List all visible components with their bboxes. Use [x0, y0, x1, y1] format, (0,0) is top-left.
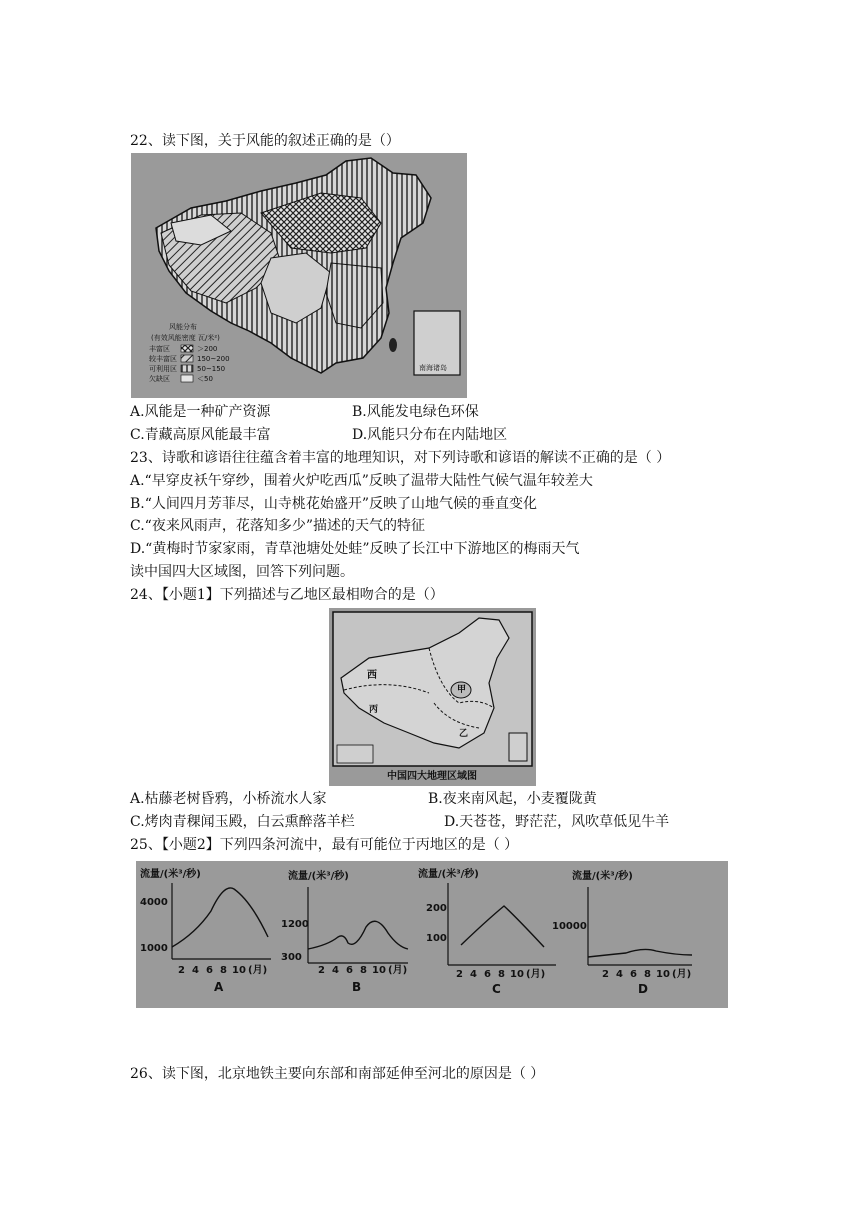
- q22-option-d[interactable]: D.风能只分布在内陆地区: [352, 427, 508, 443]
- chart-a-ylabel: 流量/(米³/秒): [140, 869, 201, 880]
- chart-d-xtick-1: 4: [616, 969, 623, 980]
- chart-a-ytick-0: 4000: [140, 897, 168, 908]
- chart-b-xtick-5: (月): [388, 965, 408, 976]
- legend-value-3: ＜50: [197, 375, 213, 383]
- chart-b-ytick-1: 300: [281, 952, 302, 963]
- chart-d-xtick-3: 8: [644, 969, 651, 980]
- chart-a-xtick-2: 6: [206, 965, 213, 976]
- q24-option-c[interactable]: C.烤肉青稞闻玉殿，白云熏醉落羊栏: [130, 814, 355, 830]
- q22-stem: 22、读下图，关于风能的叙述正确的是（）: [130, 133, 400, 149]
- chart-c-label: C: [492, 982, 501, 996]
- chart-a-xtick-4: 10: [232, 965, 246, 976]
- q24-option-b[interactable]: B.夜来南风起，小麦覆陇黄: [428, 791, 597, 807]
- chart-a-xtick-0: 2: [178, 965, 185, 976]
- legend-name-3: 欠缺区: [149, 375, 170, 383]
- region-label-jia: 甲: [457, 685, 467, 695]
- q23-option-c[interactable]: C.“夜来风雨声，花落知多少”描述的天气的特征: [130, 518, 425, 534]
- q24-option-a[interactable]: A.枯藤老树昏鸦，小桥流水人家: [130, 791, 327, 807]
- legend-name-2: 可利用区: [149, 365, 177, 373]
- q23-stem: 23、诗歌和谚语往往蕴含着丰富的地理知识，对下列诗歌和谚语的解读不正确的是（ ）: [130, 450, 671, 466]
- chart-c-xtick-0: 2: [456, 969, 463, 980]
- legend-title: 风能分布: [169, 323, 197, 331]
- chart-d-label: D: [638, 982, 648, 996]
- chart-b: [281, 869, 408, 994]
- legend-name-0: 丰富区: [149, 345, 170, 353]
- legend-value-2: 50~150: [197, 365, 226, 373]
- chart-d-xtick-5: (月): [672, 969, 692, 980]
- region-label-bing: 丙: [369, 705, 379, 715]
- chart-b-ylabel: 流量/(米³/秒): [288, 871, 349, 882]
- q26-stem: 26、读下图，北京地铁主要向东部和南部延伸至河北的原因是（ ）: [130, 1066, 545, 1082]
- legend-value-0: ＞200: [197, 345, 218, 353]
- chart-d: [552, 869, 692, 996]
- chart-b-xtick-1: 4: [332, 965, 339, 976]
- chart-d-xtick-4: 10: [656, 969, 670, 980]
- q22-option-c[interactable]: C.青藏高原风能最丰富: [130, 427, 271, 443]
- wind-energy-map: [131, 153, 467, 398]
- chart-c-ylabel: 流量/(米³/秒): [418, 869, 479, 880]
- q25-stem: 25、【小题2】下列四条河流中，最有可能位于丙地区的是（ ）: [130, 837, 519, 853]
- chart-a-xtick-5: (月): [248, 965, 268, 976]
- chart-b-xtick-3: 8: [360, 965, 367, 976]
- region-label-xi: 西: [367, 670, 377, 681]
- q24-stem: 24、【小题1】下列描述与乙地区最相吻合的是（）: [130, 587, 444, 603]
- chart-d-ytick-0: 10000: [552, 921, 587, 932]
- q22-option-a[interactable]: A.风能是一种矿产资源: [130, 404, 271, 420]
- q24-option-d[interactable]: D.天苍苍，野茫茫，风吹草低见牛羊: [444, 814, 670, 830]
- q23-option-d[interactable]: D.“黄梅时节家家雨，青草池塘处处蛙”反映了长江中下游地区的梅雨天气: [130, 541, 580, 557]
- chart-c: [418, 867, 556, 996]
- river-flow-charts: [136, 861, 728, 1008]
- chart-b-xtick-4: 10: [372, 965, 386, 976]
- chart-c-ytick-0: 200: [426, 903, 447, 914]
- chart-d-ylabel: 流量/(米³/秒): [572, 871, 633, 882]
- legend-subtitle: (有效风能密度 瓦/米²): [151, 334, 220, 342]
- chart-b-xtick-2: 6: [346, 965, 353, 976]
- q22-option-b[interactable]: B.风能发电绿色环保: [352, 404, 479, 420]
- legend-name-1: 较丰富区: [149, 355, 177, 363]
- china-regions-map: [329, 608, 536, 786]
- chart-b-label: B: [352, 980, 362, 994]
- map-caption: 中国四大地理区域图: [387, 771, 477, 782]
- chart-b-xtick-0: 2: [318, 965, 325, 976]
- chart-c-xtick-5: (月): [526, 969, 546, 980]
- q23-option-b[interactable]: B.“人间四月芳菲尽，山寺桃花始盛开”反映了山地气候的垂直变化: [130, 496, 538, 512]
- inset-label: 南海诸岛: [419, 364, 447, 372]
- chart-d-xtick-0: 2: [602, 969, 609, 980]
- chart-a-xtick-1: 4: [192, 965, 199, 976]
- chart-c-xtick-1: 4: [470, 969, 477, 980]
- chart-a-label: A: [214, 980, 224, 994]
- chart-d-xtick-2: 6: [630, 969, 637, 980]
- region-label-yi: 乙: [459, 729, 469, 739]
- chart-c-xtick-4: 10: [510, 969, 524, 980]
- chart-a: [140, 867, 271, 994]
- intro-text: 读中国四大区域图，回答下列问题。: [130, 564, 354, 580]
- q23-option-a[interactable]: A.“早穿皮袄午穿纱，围着火炉吃西瓜”反映了温带大陆性气候气温年较差大: [130, 473, 593, 489]
- chart-c-xtick-3: 8: [498, 969, 505, 980]
- chart-a-ytick-1: 1000: [140, 943, 168, 954]
- chart-c-xtick-2: 6: [484, 969, 491, 980]
- chart-b-ytick-0: 1200: [281, 919, 309, 930]
- legend-value-1: 150~200: [197, 355, 230, 363]
- chart-c-ytick-1: 100: [426, 933, 447, 944]
- chart-a-xtick-3: 8: [220, 965, 227, 976]
